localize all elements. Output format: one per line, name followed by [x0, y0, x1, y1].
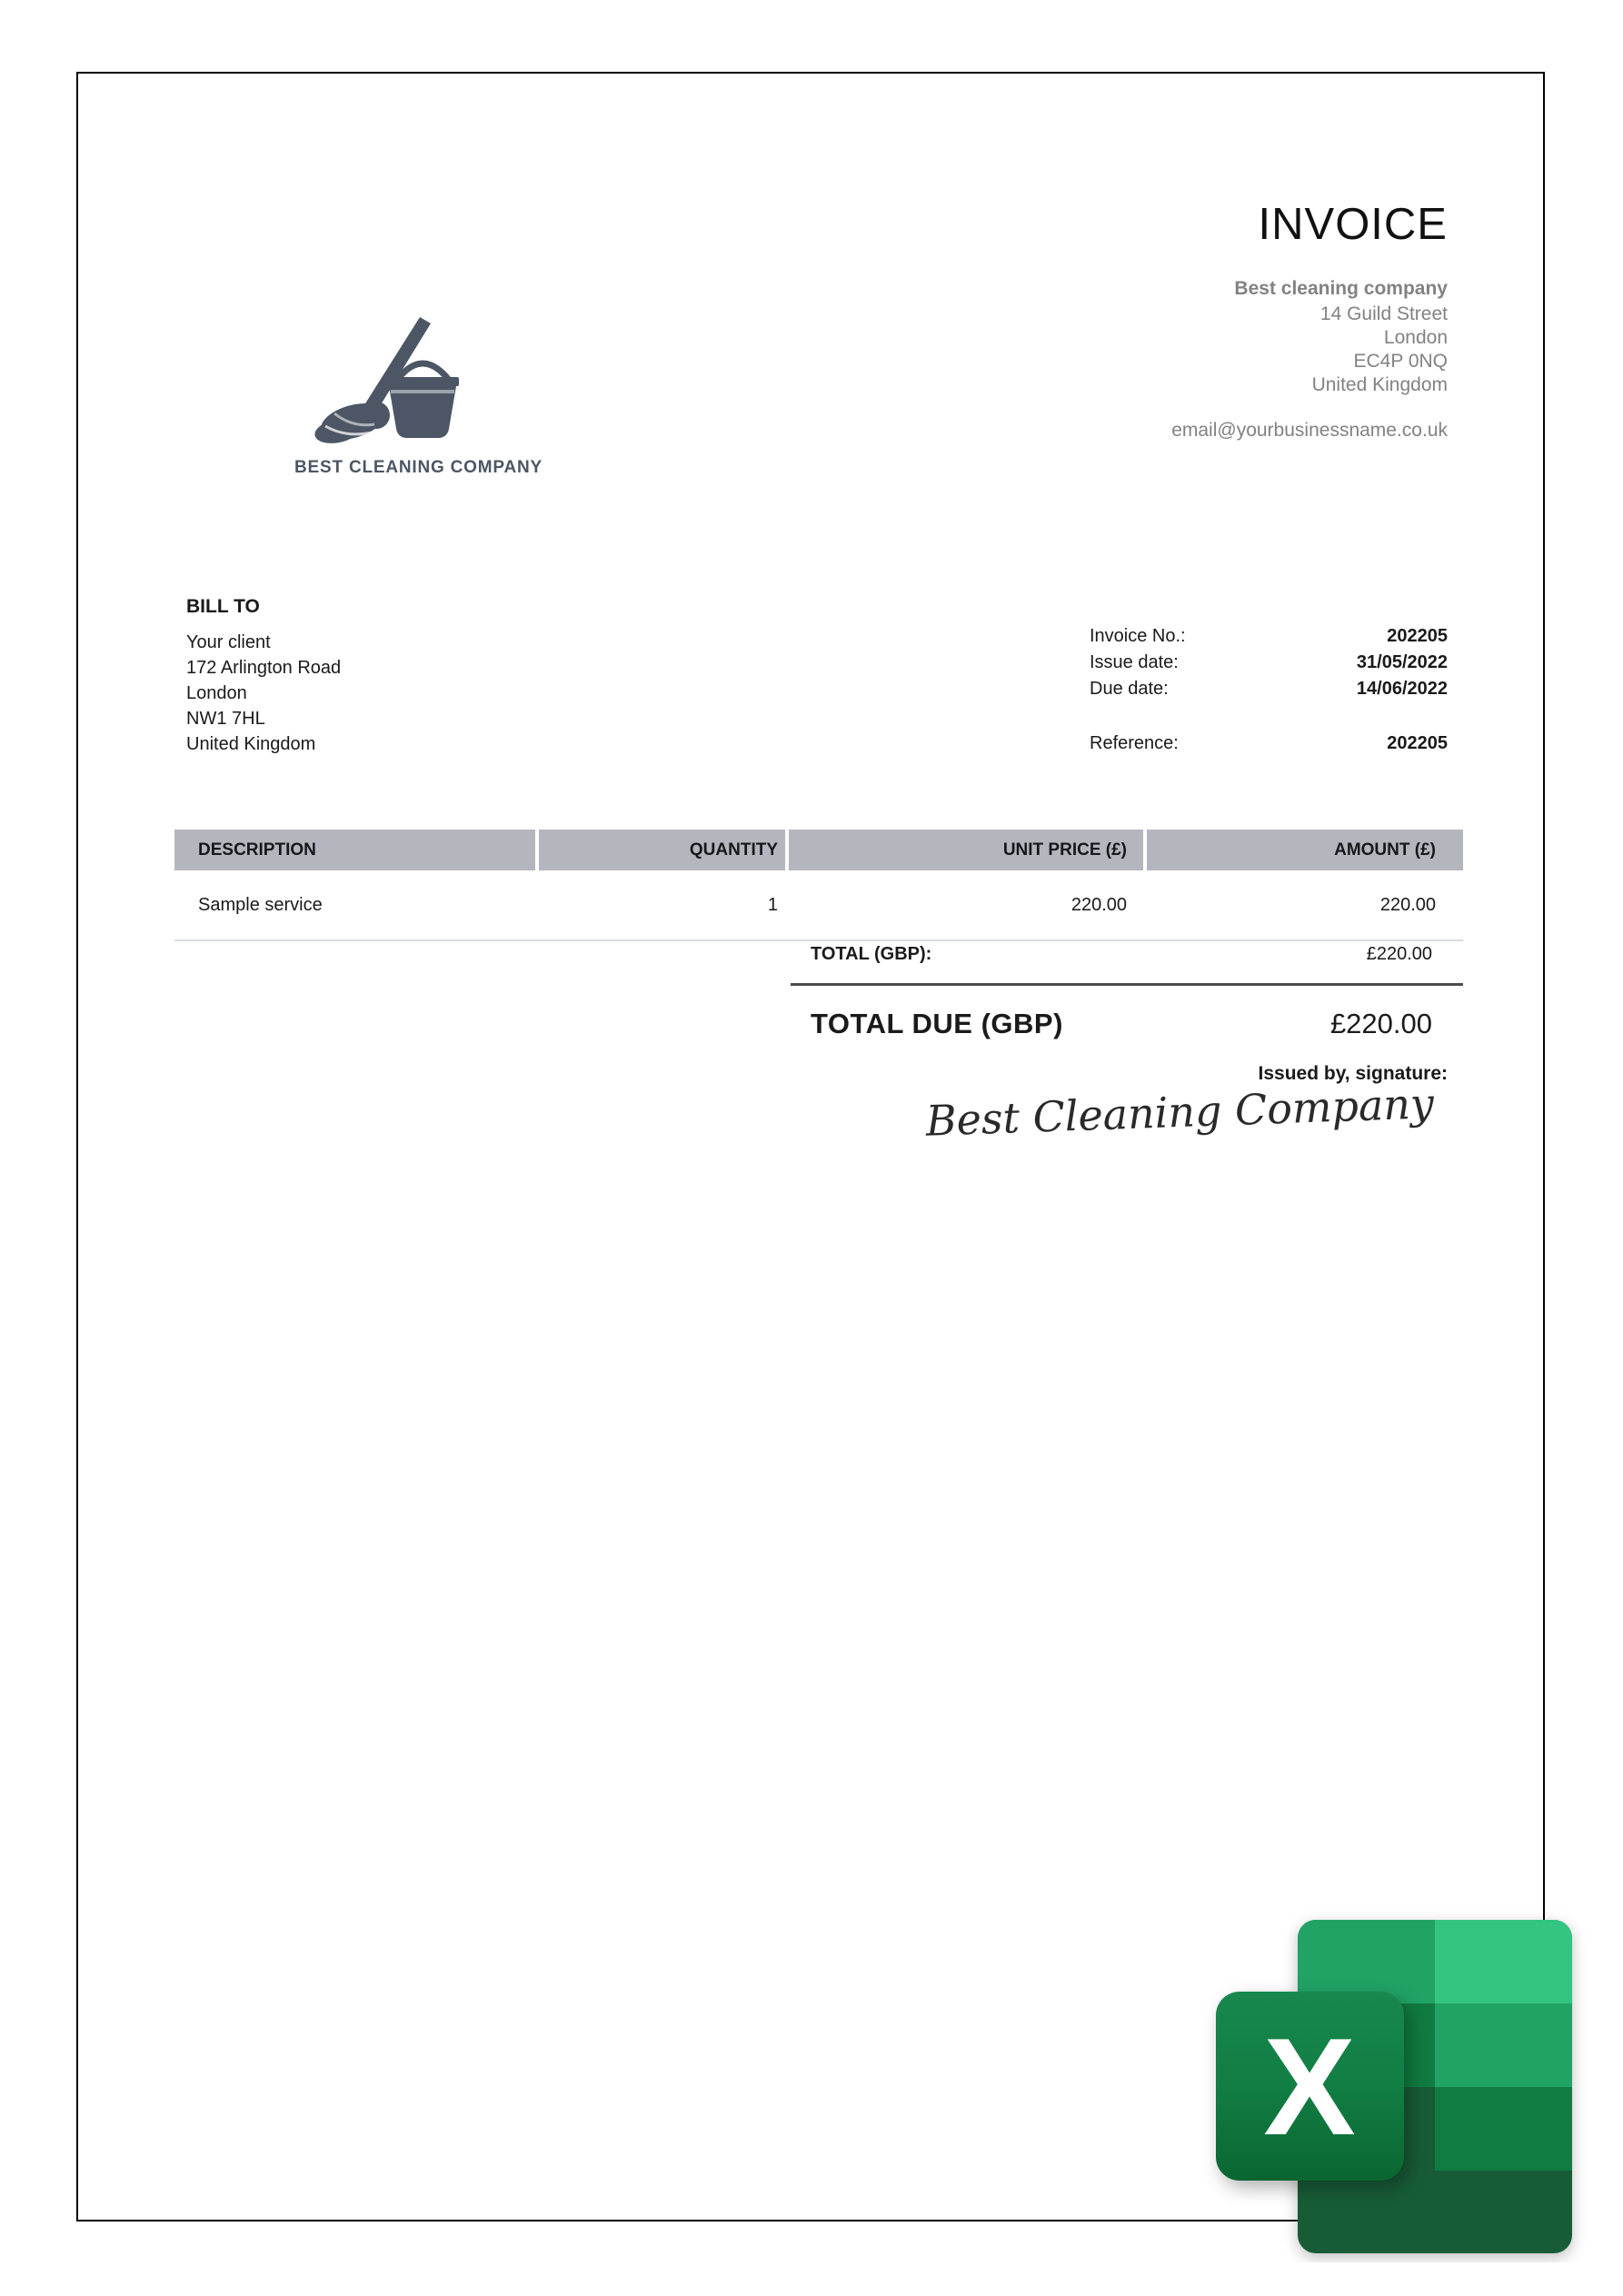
logo-caption: BEST CLEANING COMPANY — [294, 458, 543, 477]
bill-to-line: NW1 7HL — [186, 709, 265, 729]
invoice-number-value: 202205 — [1387, 626, 1448, 646]
total-due-value: £220.00 — [1329, 1008, 1432, 1039]
company-address-line: London — [1383, 327, 1448, 348]
meta-row — [1090, 733, 1448, 760]
invoice-number-label: Invoice No.: — [1090, 626, 1186, 646]
column-header-description: DESCRIPTION — [174, 830, 535, 870]
issued-by-label: Issued by, signature: — [1258, 1063, 1448, 1084]
mop-and-bucket-icon — [294, 440, 505, 455]
invoice-meta-block — [1090, 626, 1448, 760]
signature-text: Best Cleaning Company — [924, 1078, 1435, 1146]
reference-value: 202205 — [1387, 733, 1448, 753]
company-logo — [294, 315, 543, 478]
meta-row — [1090, 679, 1448, 705]
subtotal-row — [791, 944, 1463, 965]
cell-description: Sample service — [198, 894, 323, 915]
company-address-line: United Kingdom — [1311, 374, 1448, 395]
company-email: email@yourbusinessname.co.uk — [1171, 420, 1448, 441]
totals-divider — [791, 983, 1463, 986]
column-header-quantity: QUANTITY — [539, 830, 785, 870]
company-address-block — [1234, 277, 1448, 397]
bill-to-line: Your client — [186, 632, 271, 652]
due-date-label: Due date: — [1090, 679, 1169, 699]
meta-row — [1090, 626, 1448, 652]
meta-row — [1090, 652, 1448, 679]
page-title: INVOICE — [1258, 200, 1448, 249]
total-due-label: TOTAL DUE (GBP) — [811, 1008, 1063, 1039]
excel-letter: X — [1263, 2010, 1356, 2164]
company-name: Best cleaning company — [1234, 278, 1448, 299]
cell-amount: 220.00 — [1379, 894, 1436, 915]
excel-logo-icon — [1200, 1908, 1586, 2262]
cell-unit-price: 220.00 — [1070, 894, 1127, 915]
issue-date-label: Issue date: — [1090, 652, 1179, 672]
bill-to-line: London — [186, 683, 247, 703]
due-date-value: 14/06/2022 — [1356, 679, 1448, 699]
bill-to-line: United Kingdom — [186, 734, 316, 754]
bill-to-label: BILL TO — [186, 596, 260, 617]
company-address-line: EC4P 0NQ — [1353, 351, 1448, 372]
invoice-page — [76, 72, 1545, 2221]
subtotal-value: £220.00 — [1366, 944, 1432, 964]
column-header-unit-price: UNIT PRICE (£) — [789, 830, 1143, 870]
column-header-amount: AMOUNT (£) — [1147, 830, 1463, 870]
total-due-row — [791, 1008, 1463, 1040]
table-row — [174, 870, 1463, 941]
company-address-line: 14 Guild Street — [1319, 303, 1448, 324]
cell-quantity: 1 — [767, 894, 778, 915]
reference-label: Reference: — [1090, 733, 1179, 753]
issue-date-value: 31/05/2022 — [1356, 652, 1448, 672]
bill-to-line: 172 Arlington Road — [186, 658, 342, 678]
subtotal-label: TOTAL (GBP): — [811, 944, 932, 964]
table-header — [174, 830, 1463, 870]
totals-section — [791, 944, 1463, 1040]
bill-to-block — [186, 596, 341, 757]
items-table — [174, 830, 1463, 941]
